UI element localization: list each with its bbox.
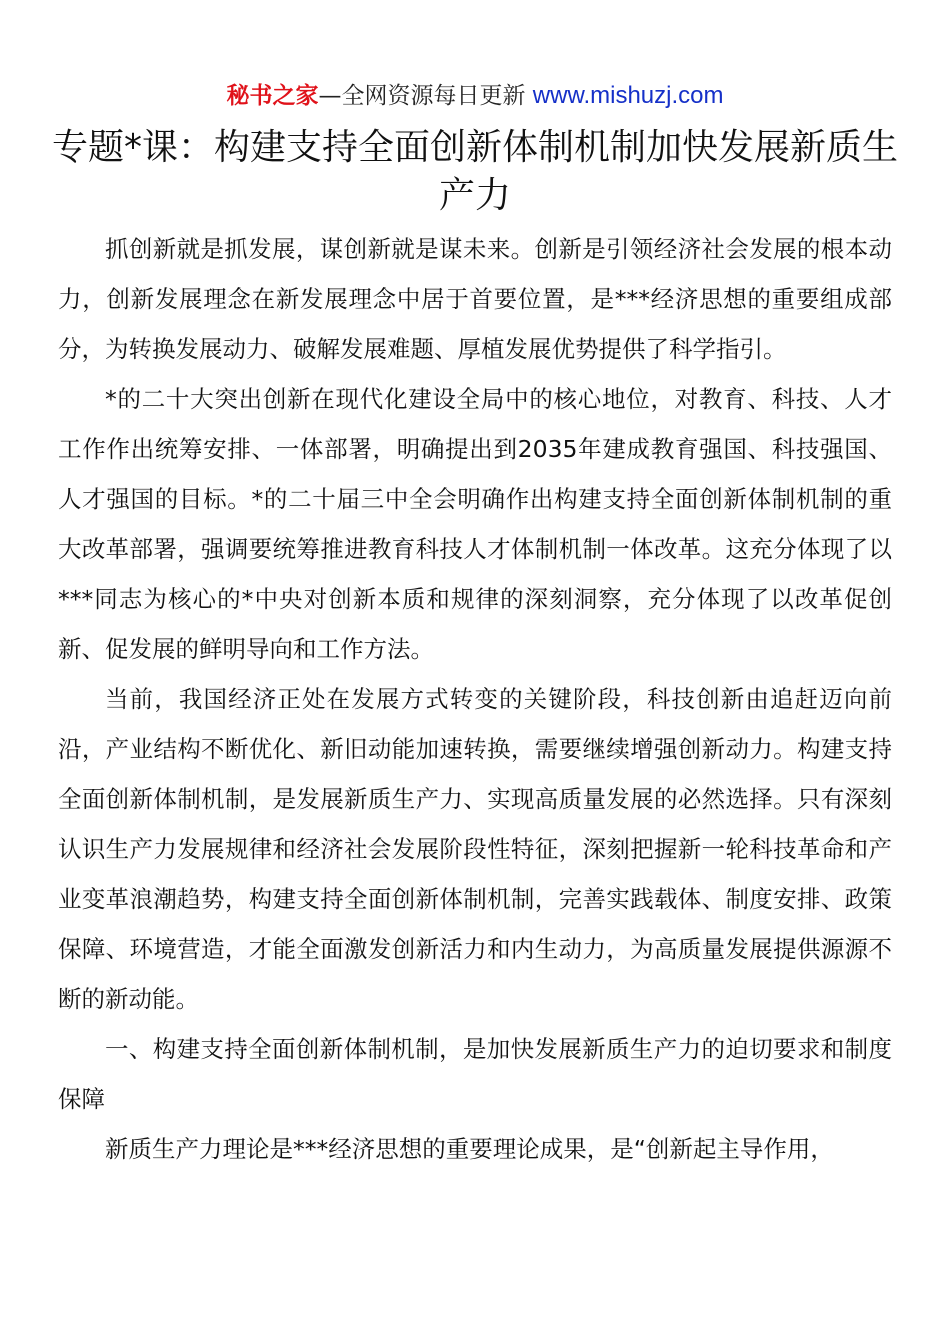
document-body: [58, 224, 892, 1174]
paragraph-2: *的二十大突出创新在现代化建设全局中的核心地位，对教育、科技、人才工作作出统筹安排、一体部署，明确提出到2035年建成教育强国、科技强国、人才强国的目标。*的二十届三中全会明确作出构建支持全面创新体制机制的重大改革部署，强调要统筹推进教育科技人才体制机制一体改革。这充分体现了以***同志为核心的*中央对创新本质和规律的深刻洞察，充分体现了以改革促创新、促发展的鲜明导向和工作方法。: [58, 385, 892, 663]
paragraph-3: 当前，我国经济正处在发展方式转变的关键阶段，科技创新由追赶迈向前沿，产业结构不断优化、新旧动能加速转换，需要继续增强创新动力。构建支持全面创新体制机制，是发展新质生产力、实现高质量发展的必然选择。只有深刻认识生产力发展规律和经济社会发展阶段性特征，深刻把握新一轮科技革命和产业变革浪潮趋势，构建支持全面创新体制机制，完善实践载体、制度安排、政策保障、环境营造，才能全面激发创新活力和内生动力，为高质量发展提供源源不断的新动能。: [58, 685, 892, 1013]
header-tagline: —全网资源每日更新: [318, 83, 526, 109]
section-heading-1: 一、构建支持全面创新体制机制，是加快发展新质生产力的迫切要求和制度保障: [58, 1035, 892, 1113]
document-title: 专题*课：构建支持全面创新体制机制加快发展新质生产力: [51, 127, 898, 216]
paragraph-4: 新质生产力理论是***经济思想的重要理论成果，是“创新起主导作用，: [105, 1135, 834, 1163]
site-url-link[interactable]: www.mishuzj.com: [532, 82, 724, 109]
site-header: [0, 80, 950, 112]
brand-name: 秘书之家: [226, 83, 319, 109]
paragraph-1: 抓创新就是抓发展，谋创新就是谋未来。创新是引领经济社会发展的根本动力，创新发展理念在新发展理念中居于首要位置，是***经济思想的重要组成部分，为转换发展动力、破解发展难题、厚植发展优势提供了科学指引。: [58, 235, 892, 363]
